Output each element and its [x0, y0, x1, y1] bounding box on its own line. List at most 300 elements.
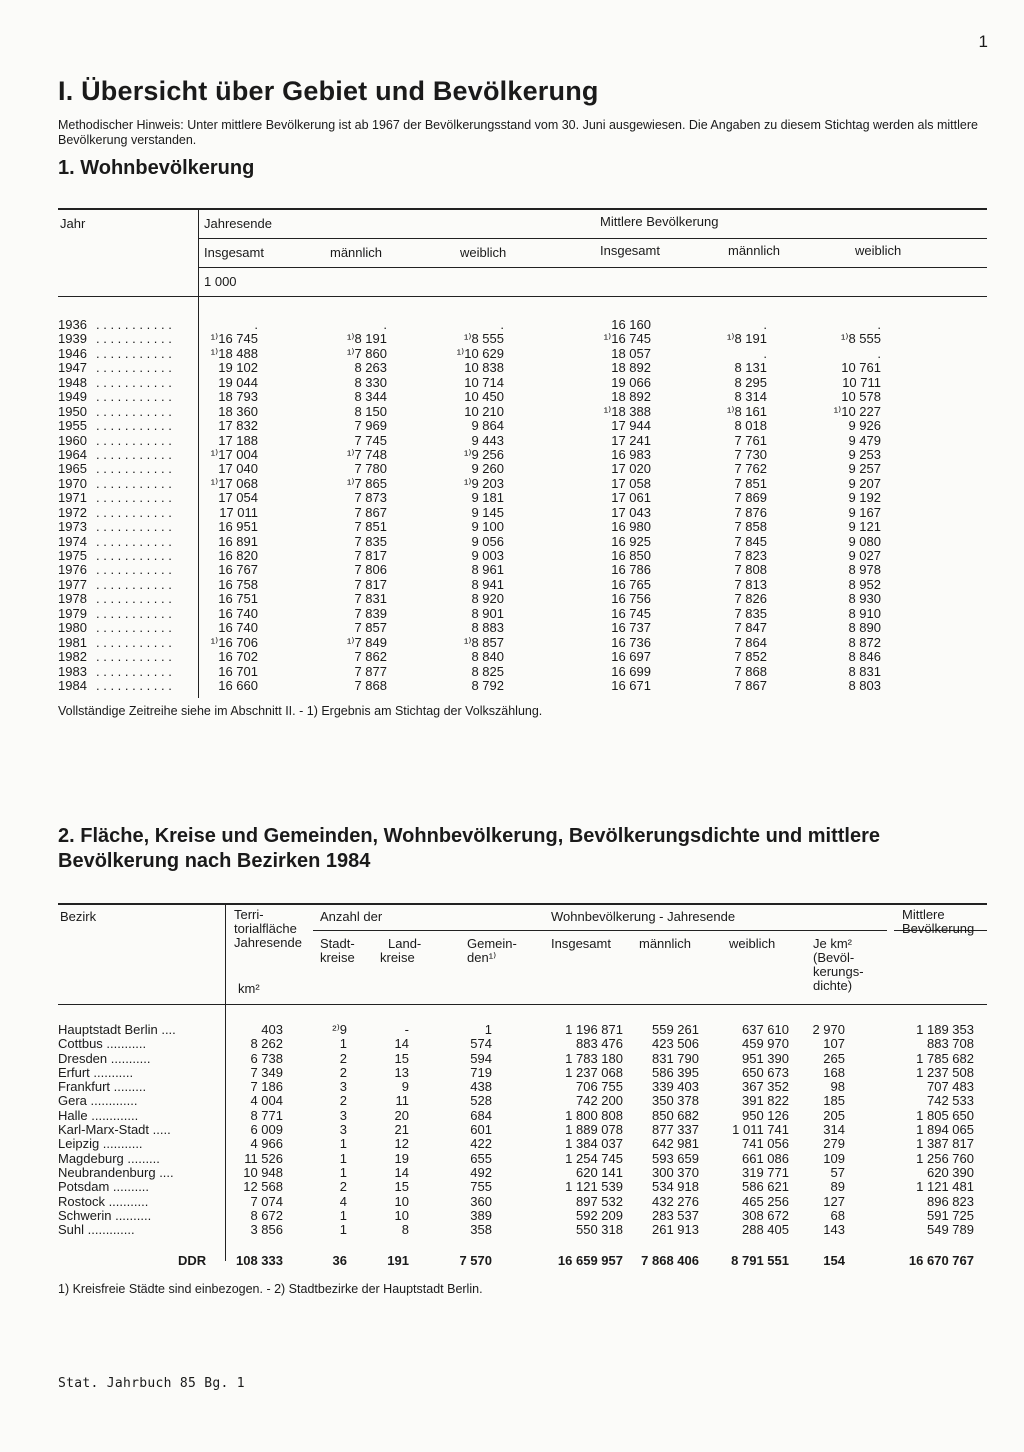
header-bottom-rule [58, 1004, 987, 1005]
table-cell: 10 [394, 1193, 409, 1209]
table-cell: ¹⁾8 857 [463, 634, 504, 650]
table-cell: ¹⁾9 203 [463, 475, 504, 491]
table-cell: 7 826 [734, 591, 767, 607]
dot-leader: . . . . . . . . . . . [96, 374, 172, 390]
method-note: Methodischer Hinweis: Unter mittlere Bevölkerung ist ab 1967 der Bevölkerungsstand vom 30. Juni ausgewiesen. Die Angaben zu diesem Stichtag werden als mittlere Bevölkerung verstanden. [58, 118, 978, 147]
table-cell: 1 237 068 [565, 1064, 623, 1080]
table-row [58, 1223, 987, 1237]
year-label: 1939 [58, 332, 87, 347]
table-cell: 4 966 [250, 1136, 283, 1152]
table-cell: 8 803 [848, 677, 881, 693]
page-number: 1 [978, 32, 988, 51]
table-cell: 279 [823, 1136, 845, 1152]
table-cell: 16 925 [611, 533, 651, 549]
table-cell: 1 805 650 [916, 1107, 974, 1123]
table-cell: 7 831 [354, 591, 387, 607]
header-rule [198, 267, 987, 268]
dot-leader: . . . . . . . . . . . [96, 432, 172, 448]
year-label: 1982 [58, 650, 87, 665]
table-cell: 8 961 [471, 562, 504, 578]
table-cell: 7 839 [354, 605, 387, 621]
table-cell: 17 011 [219, 504, 258, 520]
table-cell: 684 [470, 1107, 492, 1123]
table-cell: 10 714 [464, 374, 504, 390]
table-cell: 1 196 871 [565, 1022, 623, 1037]
table-cell: 10 210 [464, 403, 504, 419]
header-unit: 1 000 [204, 274, 237, 289]
header-insgesamt-mittel: Insgesamt [600, 243, 660, 258]
table-cell: 3 [339, 1122, 347, 1138]
table-cell: 16 740 [218, 605, 258, 621]
table-cell: 16 786 [611, 562, 651, 578]
table-row [58, 1180, 987, 1194]
table-row [58, 1123, 987, 1137]
table-cell: 7 867 [734, 677, 767, 693]
table-cell: 319 771 [742, 1164, 789, 1180]
table-cell: ¹⁾17 004 [210, 446, 258, 462]
year-label: 1983 [58, 664, 87, 679]
table-cell: 8 792 [471, 677, 504, 693]
dot-leader: . . . . . . . . . . . [96, 576, 172, 592]
table-cell: 620 390 [927, 1164, 974, 1180]
table-cell: 360 [470, 1193, 492, 1209]
table-cell: 9 260 [471, 461, 504, 477]
table-cell: 10 450 [464, 389, 504, 405]
table-cell: 10 711 [842, 374, 881, 390]
table-cell: 9 145 [471, 504, 504, 520]
table-cell: 7 876 [734, 504, 767, 520]
table-cell: 8 [401, 1222, 409, 1238]
table-cell: 2 [339, 1093, 347, 1109]
district-name: Dresden ........... [58, 1051, 151, 1066]
table-cell: 17 058 [611, 475, 651, 491]
table-cell: ¹⁾18 388 [603, 403, 651, 419]
table-cell: 8 890 [848, 620, 881, 636]
table-cell: 432 276 [652, 1193, 699, 1209]
table-cell: 16 701 [218, 663, 258, 679]
population-table-body [58, 318, 987, 693]
table-cell: 1 121 481 [916, 1179, 974, 1195]
table-cell: 16 980 [611, 519, 651, 535]
table-cell: 16 758 [218, 576, 258, 592]
table-cell: ¹⁾8 555 [463, 331, 504, 347]
table-cell: 9 257 [848, 461, 881, 477]
table-row [58, 477, 987, 491]
header-mittlere-1: Mittlere [902, 907, 945, 922]
table-row [58, 535, 987, 549]
table-cell: 1 [484, 1022, 492, 1037]
table-cell: 7 969 [354, 418, 387, 434]
table-cell: 107 [823, 1036, 845, 1052]
table-cell: 1 [339, 1164, 347, 1180]
table-cell: 389 [470, 1207, 492, 1223]
table-cell: 9 003 [471, 548, 504, 563]
table-cell: 7 864 [734, 634, 767, 650]
table-cell: 16 983 [611, 446, 651, 462]
table-cell: . [877, 345, 881, 361]
table-cell: 422 [470, 1136, 492, 1152]
table-cell: 1 783 180 [565, 1050, 623, 1066]
table-cell: 9 100 [471, 519, 504, 535]
table-cell: 57 [830, 1164, 845, 1180]
table-row [58, 621, 987, 635]
table-cell: 17 944 [611, 418, 651, 434]
table-cell: 8 131 [734, 360, 767, 376]
table-cell: 459 970 [742, 1036, 789, 1052]
table-cell: 7 845 [734, 533, 767, 549]
table-cell: 1 189 353 [916, 1022, 974, 1037]
year-label: 1955 [58, 419, 87, 434]
table-cell: 592 209 [576, 1207, 623, 1223]
districts-table [58, 903, 987, 1273]
table-cell: 755 [470, 1179, 492, 1195]
table-cell: . [254, 317, 258, 332]
table-cell: 19 066 [611, 374, 651, 390]
table-cell: ¹⁾9 256 [463, 446, 504, 462]
total-cell: 7 868 406 [641, 1253, 699, 1268]
year-label: 1980 [58, 621, 87, 636]
table-cell: 2 970 [812, 1022, 845, 1037]
header-anzahl: Anzahl der [320, 909, 383, 924]
table-cell: 7 868 [734, 663, 767, 679]
header-weiblich: weiblich [460, 245, 507, 260]
table-cell: 7 852 [734, 649, 767, 665]
table-cell: 16 671 [611, 677, 651, 693]
table-cell: 16 697 [611, 649, 651, 665]
header-dichte-4: dichte) [813, 978, 853, 993]
year-label: 1965 [58, 462, 87, 477]
table-cell: 18 892 [611, 360, 651, 376]
header-bezirk: Bezirk [60, 909, 97, 924]
table-cell: 8 314 [734, 389, 767, 405]
table-cell: 534 918 [652, 1179, 699, 1195]
table-cell: 17 241 [611, 432, 651, 448]
table-cell: 16 951 [218, 519, 258, 535]
total-cell: 7 570 [459, 1253, 492, 1268]
table-cell: 4 [339, 1193, 347, 1209]
table-cell: 8 901 [471, 605, 504, 621]
table-cell: 7 869 [734, 490, 767, 506]
header-mittlere-2: Bevölkerung [902, 921, 975, 936]
table-row [58, 347, 987, 361]
header-rule [313, 930, 545, 931]
dot-leader: . . . . . . . . . . . [96, 634, 172, 650]
table-row [58, 390, 987, 404]
table-cell: 8 831 [848, 663, 881, 679]
table-cell: 8 262 [250, 1036, 283, 1052]
header-weiblich: weiblich [729, 936, 776, 951]
table-row [58, 520, 987, 534]
table-cell: 19 [394, 1150, 409, 1166]
table-cell: 13 [394, 1064, 409, 1080]
table-cell: 8 930 [848, 591, 881, 607]
table-cell: 1 800 808 [565, 1107, 623, 1123]
table-cell: 283 537 [652, 1207, 699, 1223]
table-cell: 367 352 [742, 1079, 789, 1095]
year-label: 1973 [58, 520, 87, 535]
year-label: 1946 [58, 346, 87, 361]
dot-leader: . . . . . . . . . . . [96, 403, 172, 419]
table-cell: 8 846 [848, 649, 881, 665]
table-cell: 883 708 [927, 1036, 974, 1052]
table-cell: 492 [470, 1164, 492, 1180]
table-cell: 6 009 [250, 1122, 283, 1138]
table-cell: 15 [394, 1179, 409, 1195]
districts-table-body [58, 1023, 987, 1237]
table-cell: 9 192 [848, 490, 881, 506]
table-row [58, 1023, 987, 1037]
header-landkreise-2: kreise [380, 950, 415, 965]
table-cell: 9 479 [848, 432, 881, 448]
dot-leader: . . . . . . . . . . . [96, 562, 172, 578]
year-label: 1984 [58, 678, 87, 693]
table-cell: 17 020 [611, 461, 651, 477]
table-cell: 9 [401, 1079, 409, 1095]
table-cell: 3 856 [250, 1222, 283, 1238]
header-weiblich-mittel: weiblich [855, 243, 902, 258]
table-cell: 742 200 [576, 1093, 623, 1109]
table-cell: 950 126 [742, 1107, 789, 1123]
table-cell: 1 785 682 [916, 1050, 974, 1066]
year-label: 1976 [58, 563, 87, 578]
table-cell: 559 261 [652, 1022, 699, 1037]
table-row [58, 506, 987, 520]
table-cell: 16 737 [611, 620, 651, 636]
year-label: 1950 [58, 404, 87, 419]
table-cell: 9 443 [471, 432, 504, 448]
table-cell: 1 [339, 1207, 347, 1223]
table-cell: 1 [339, 1222, 347, 1238]
table-row [58, 419, 987, 433]
table-cell: 68 [830, 1207, 845, 1223]
table-cell: 8 771 [250, 1107, 283, 1123]
table-cell: ¹⁾7 865 [346, 475, 387, 491]
table-cell: 10 578 [841, 389, 881, 405]
table-cell: 19 102 [218, 360, 258, 376]
table-cell: 18 793 [218, 389, 258, 405]
table-cell: ¹⁾16 706 [210, 634, 258, 650]
table-cell: 127 [823, 1193, 845, 1209]
header-flaeche-3: Jahresende [234, 935, 302, 950]
table-cell: 2 [339, 1064, 347, 1080]
table-cell: 16 160 [611, 317, 651, 332]
header-rule [545, 930, 887, 931]
table-cell: 7 730 [734, 446, 767, 462]
table-cell: 308 672 [742, 1207, 789, 1223]
table-cell: 706 755 [576, 1079, 623, 1095]
dot-leader: . . . . . . . . . . . [96, 446, 172, 462]
table-cell: ¹⁾7 849 [346, 634, 387, 650]
dot-leader: . . . . . . . . . . . [96, 461, 172, 477]
table-row [58, 376, 987, 390]
table-cell: 7 780 [354, 461, 387, 477]
table-cell: 1 [339, 1036, 347, 1052]
table-cell: 19 044 [218, 374, 258, 390]
table-cell: 7 868 [354, 677, 387, 693]
district-name: Rostock ........... [58, 1194, 149, 1209]
population-table [58, 208, 987, 698]
dot-leader: . . . . . . . . . . . [96, 649, 172, 665]
dot-leader: . . . . . . . . . . . [96, 677, 172, 693]
table-cell: 7 873 [354, 490, 387, 506]
header-stadtkreise-1: Stadt- [320, 936, 355, 951]
dot-leader: . . . . . . . . . . . [96, 504, 172, 520]
total-cell: 8 791 551 [731, 1253, 789, 1268]
table-cell: 1 387 817 [916, 1136, 974, 1152]
table-cell: . [500, 317, 504, 332]
table-cell: 18 892 [611, 389, 651, 405]
district-name: Leipzig ........... [58, 1137, 143, 1152]
table-row [58, 1109, 987, 1123]
table-cell: 7 074 [250, 1193, 283, 1209]
dot-leader: . . . . . . . . . . . [96, 331, 172, 347]
header-gemeinden-2: den¹⁾ [467, 950, 497, 965]
table-cell: 7 847 [734, 620, 767, 636]
year-label: 1981 [58, 635, 87, 650]
table-cell: 1 254 745 [565, 1150, 623, 1166]
table-cell: - [404, 1022, 409, 1037]
header-maennlich: männlich [639, 936, 692, 951]
table-cell: 185 [823, 1093, 845, 1109]
table-cell: 20 [394, 1107, 409, 1123]
table-cell: 16 740 [218, 620, 258, 636]
table-row [58, 405, 987, 419]
table-cell: ¹⁾16 745 [210, 331, 258, 347]
table-cell: 8 941 [471, 576, 504, 592]
table-cell: 16 850 [611, 548, 651, 563]
table-cell: 8 295 [734, 374, 767, 390]
table-cell: 339 403 [652, 1079, 699, 1095]
table-cell: 9 167 [848, 504, 881, 520]
table-cell: 7 762 [734, 461, 767, 477]
table-cell: 14 [394, 1164, 409, 1180]
table-cell: ¹⁾7 748 [346, 446, 387, 462]
table-cell: 7 858 [734, 519, 767, 535]
table-row [58, 1152, 987, 1166]
table-cell: 9 121 [848, 519, 881, 535]
table-cell: 7 349 [250, 1064, 283, 1080]
dot-leader: . . . . . . . . . . . [96, 389, 172, 405]
table-cell: 16 660 [218, 677, 258, 693]
table-cell: 9 056 [471, 533, 504, 549]
table-cell: 98 [830, 1079, 845, 1095]
table-row [58, 1166, 987, 1180]
header-rule [198, 238, 987, 239]
district-name: Frankfurt ......... [58, 1080, 147, 1095]
year-label: 1960 [58, 433, 87, 448]
year-label: 1936 [58, 318, 87, 332]
table-cell: 7 835 [354, 533, 387, 549]
table-cell: 586 395 [652, 1064, 699, 1080]
table-cell: 1 121 539 [565, 1179, 623, 1195]
table-cell: . [763, 345, 767, 361]
table-cell: 2 [339, 1050, 347, 1066]
table-cell: 17 188 [218, 432, 258, 448]
table-cell: 403 [261, 1022, 283, 1037]
table-cell: 661 086 [742, 1150, 789, 1166]
district-name: Karl-Marx-Stadt ..... [58, 1123, 171, 1138]
table-cell: 591 725 [927, 1207, 974, 1223]
dot-leader: . . . . . . . . . . . [96, 519, 172, 535]
table-cell: 883 476 [576, 1036, 623, 1052]
table-cell: 655 [470, 1150, 492, 1166]
year-label: 1972 [58, 505, 87, 520]
district-name: Erfurt ........... [58, 1065, 134, 1080]
table-cell: 719 [470, 1064, 492, 1080]
table-cell: 8 330 [354, 374, 387, 390]
table-cell: 1 011 741 [732, 1122, 789, 1138]
table-cell: 574 [470, 1036, 492, 1052]
table-cell: 8 344 [354, 389, 387, 405]
table-cell: 10 838 [464, 360, 504, 376]
table-cell: 391 822 [742, 1093, 789, 1109]
table-cell: 7 817 [354, 576, 387, 592]
table-cell: 16 756 [611, 591, 651, 607]
table-cell: 16 767 [218, 562, 258, 578]
year-label: 1975 [58, 549, 87, 563]
table-cell: 594 [470, 1050, 492, 1066]
table-cell: 10 948 [243, 1164, 283, 1180]
total-label: DDR [178, 1253, 207, 1268]
table-cell: 642 981 [652, 1136, 699, 1152]
table-cell: 7 806 [354, 562, 387, 578]
table-cell: 168 [823, 1064, 845, 1080]
table-cell: 288 405 [742, 1222, 789, 1238]
total-cell: 191 [387, 1253, 409, 1268]
header-jahresende: Jahresende [204, 216, 272, 231]
table-cell: 7 745 [354, 432, 387, 448]
table-row [58, 448, 987, 462]
table-cell: 7 857 [354, 620, 387, 636]
table-row [58, 549, 987, 563]
header-maennlich-mittel: männlich [728, 243, 781, 258]
table-cell: 1 894 065 [916, 1122, 974, 1138]
table-cell: 17 043 [611, 504, 651, 520]
table-cell: 89 [830, 1179, 845, 1195]
district-name: Gera ............. [58, 1094, 138, 1109]
table-cell: 951 390 [742, 1050, 789, 1066]
dot-leader: . . . . . . . . . . . [96, 418, 172, 434]
table-row [58, 607, 987, 621]
table-cell: 16 891 [218, 533, 258, 549]
table-cell: 7 835 [734, 605, 767, 621]
table-cell: ¹⁾16 745 [603, 331, 651, 347]
table-cell: 17 054 [218, 490, 258, 506]
table-cell: 465 256 [742, 1193, 789, 1209]
table-cell: 620 141 [576, 1164, 623, 1180]
imprint: Stat. Jahrbuch 85 Bg. 1 [58, 1376, 245, 1391]
table-cell: 16 751 [218, 591, 258, 607]
year-label: 1978 [58, 592, 87, 607]
table-cell: 18 360 [218, 403, 258, 419]
table-cell: ¹⁾8 161 [726, 403, 767, 419]
table-cell: 7 851 [734, 475, 767, 491]
table-cell: 1 [339, 1150, 347, 1166]
table-cell: 9 027 [848, 548, 881, 563]
header-dichte-2: (Bevöl- [813, 950, 855, 965]
table-cell: . [763, 317, 767, 332]
table-cell: 7 823 [734, 548, 767, 563]
table-cell: ¹⁾10 629 [456, 345, 504, 361]
table-row [58, 1080, 987, 1094]
table-cell: 8 952 [848, 576, 881, 592]
table-cell: 7 761 [734, 432, 767, 448]
table-cell: 10 761 [841, 360, 881, 376]
table-cell: 9 926 [848, 418, 881, 434]
table-cell: 2 [339, 1179, 347, 1195]
year-label: 1977 [58, 577, 87, 592]
table-cell: 741 056 [742, 1136, 789, 1152]
